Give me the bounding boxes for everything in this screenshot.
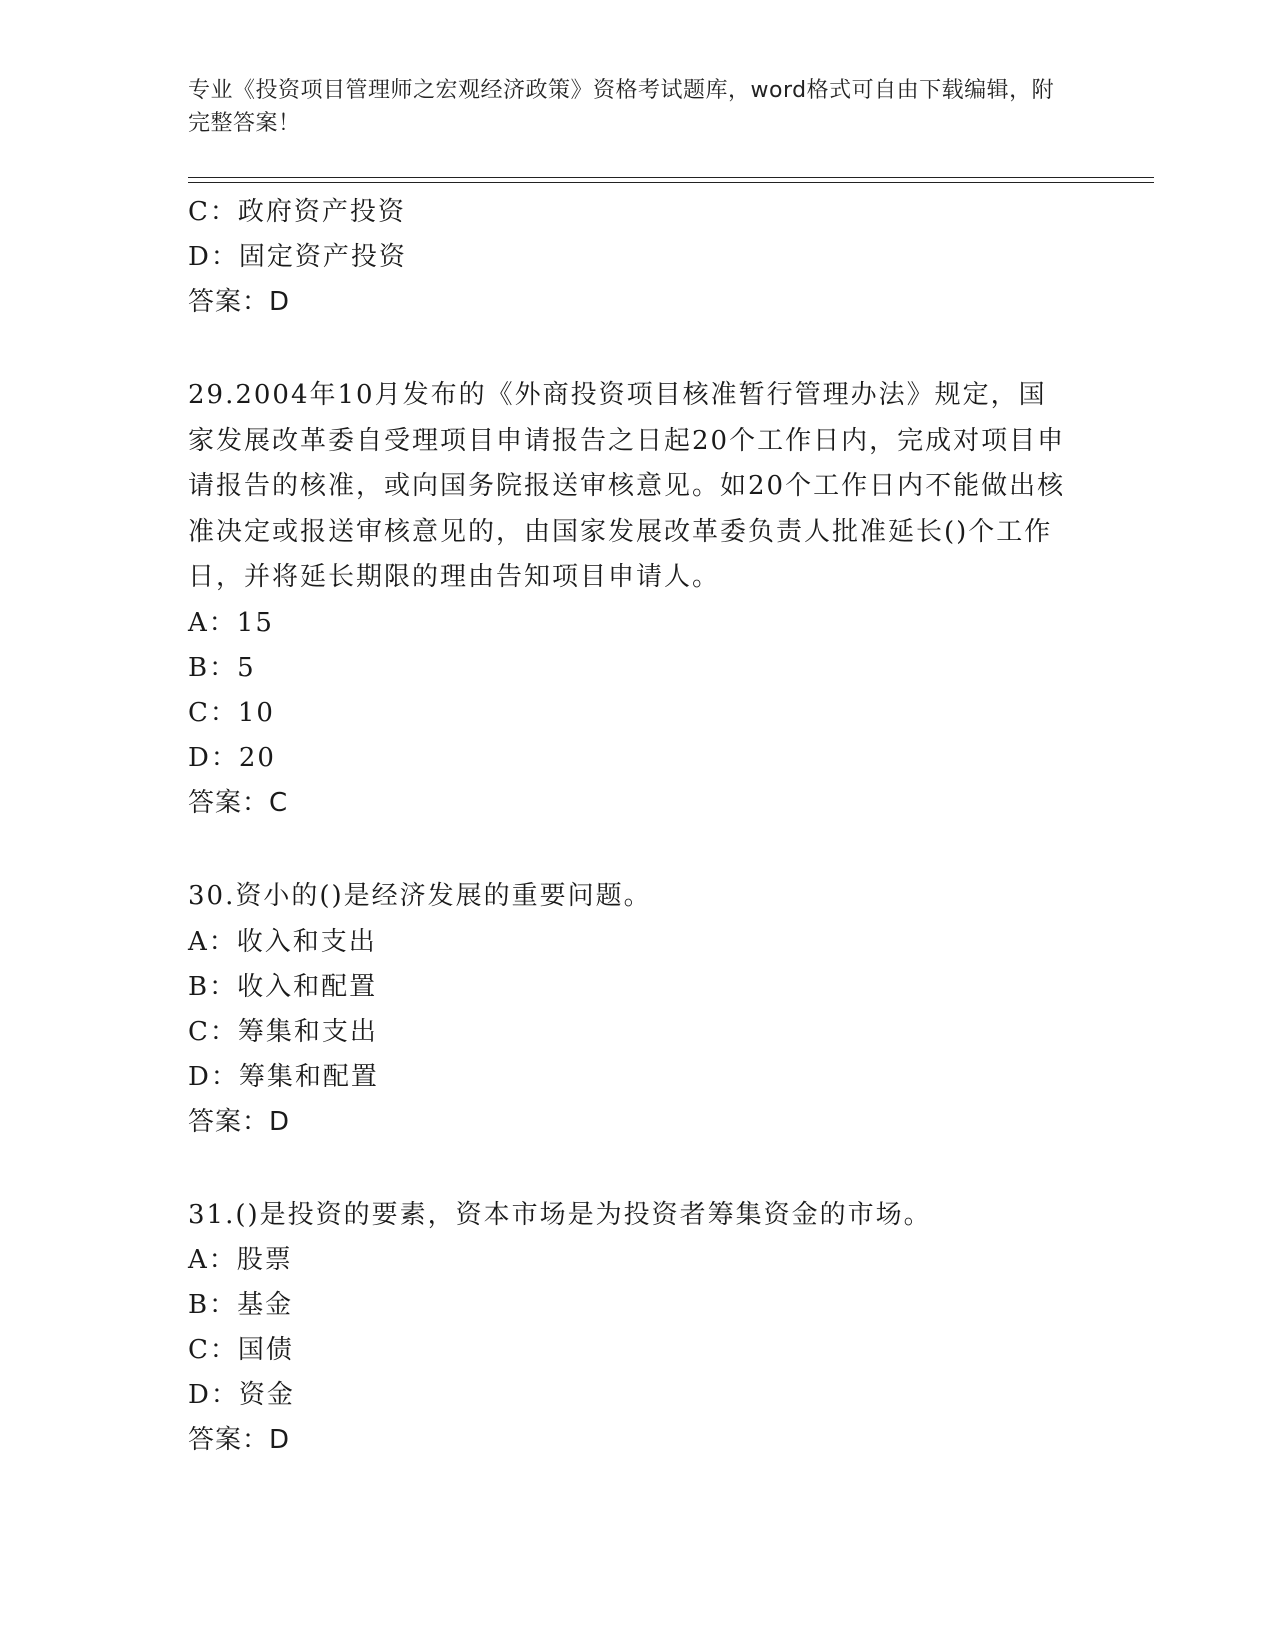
answer: 答案：C xyxy=(188,787,289,818)
option-b: B：收入和配置 xyxy=(188,971,378,1002)
option-c: C：筹集和支出 xyxy=(188,1016,378,1047)
question-29 xyxy=(188,373,1088,826)
question-stem: 29.2004年10月发布的《外商投资项目核准暂行管理办法》规定，国家发展改革委自受理项目申请报告之日起20个工作日内，完成对项目申请报告的核准，或向国务院报送审核意见。如20个工作日内不能做出核准决定或报送审核意见的，由国家发展改革委负责人批准延长()个工作日，并将延长期限的理由告知项目申请人。 xyxy=(188,380,1066,593)
answer: 答案：D xyxy=(188,287,291,317)
answer: 答案：D xyxy=(188,1425,291,1456)
header-divider xyxy=(188,177,1154,178)
question-stem: 31.()是投资的要素，资本市场是为投资者筹集资金的市场。 xyxy=(188,1199,932,1230)
option-d: D：筹集和配置 xyxy=(188,1061,379,1092)
option-c: C：政府资产投资 xyxy=(188,197,406,227)
option-a: A：15 xyxy=(188,607,274,638)
document-header: 专业《投资项目管理师之宏观经济政策》资格考试题库，word格式可自由下载编辑，附完整答案！ xyxy=(188,78,1055,136)
question-30 xyxy=(188,874,1088,1145)
option-d: D：固定资产投资 xyxy=(188,242,407,272)
option-d: D：20 xyxy=(188,742,276,773)
question-stem: 30.资小的()是经济发展的重要问题。 xyxy=(188,880,652,911)
option-b: B：5 xyxy=(188,652,256,683)
question-list xyxy=(188,190,1088,1463)
question-31 xyxy=(188,1193,1088,1464)
option-d: D：资金 xyxy=(188,1380,295,1411)
answer: 答案：D xyxy=(188,1106,291,1137)
option-c: C：国债 xyxy=(188,1335,294,1366)
option-a: A：股票 xyxy=(188,1245,293,1276)
option-c: C：10 xyxy=(188,697,275,728)
option-b: B：基金 xyxy=(188,1290,294,1321)
leading-question-tail xyxy=(188,190,1088,325)
option-a: A：收入和支出 xyxy=(188,926,377,957)
header-divider-double xyxy=(188,182,1154,183)
